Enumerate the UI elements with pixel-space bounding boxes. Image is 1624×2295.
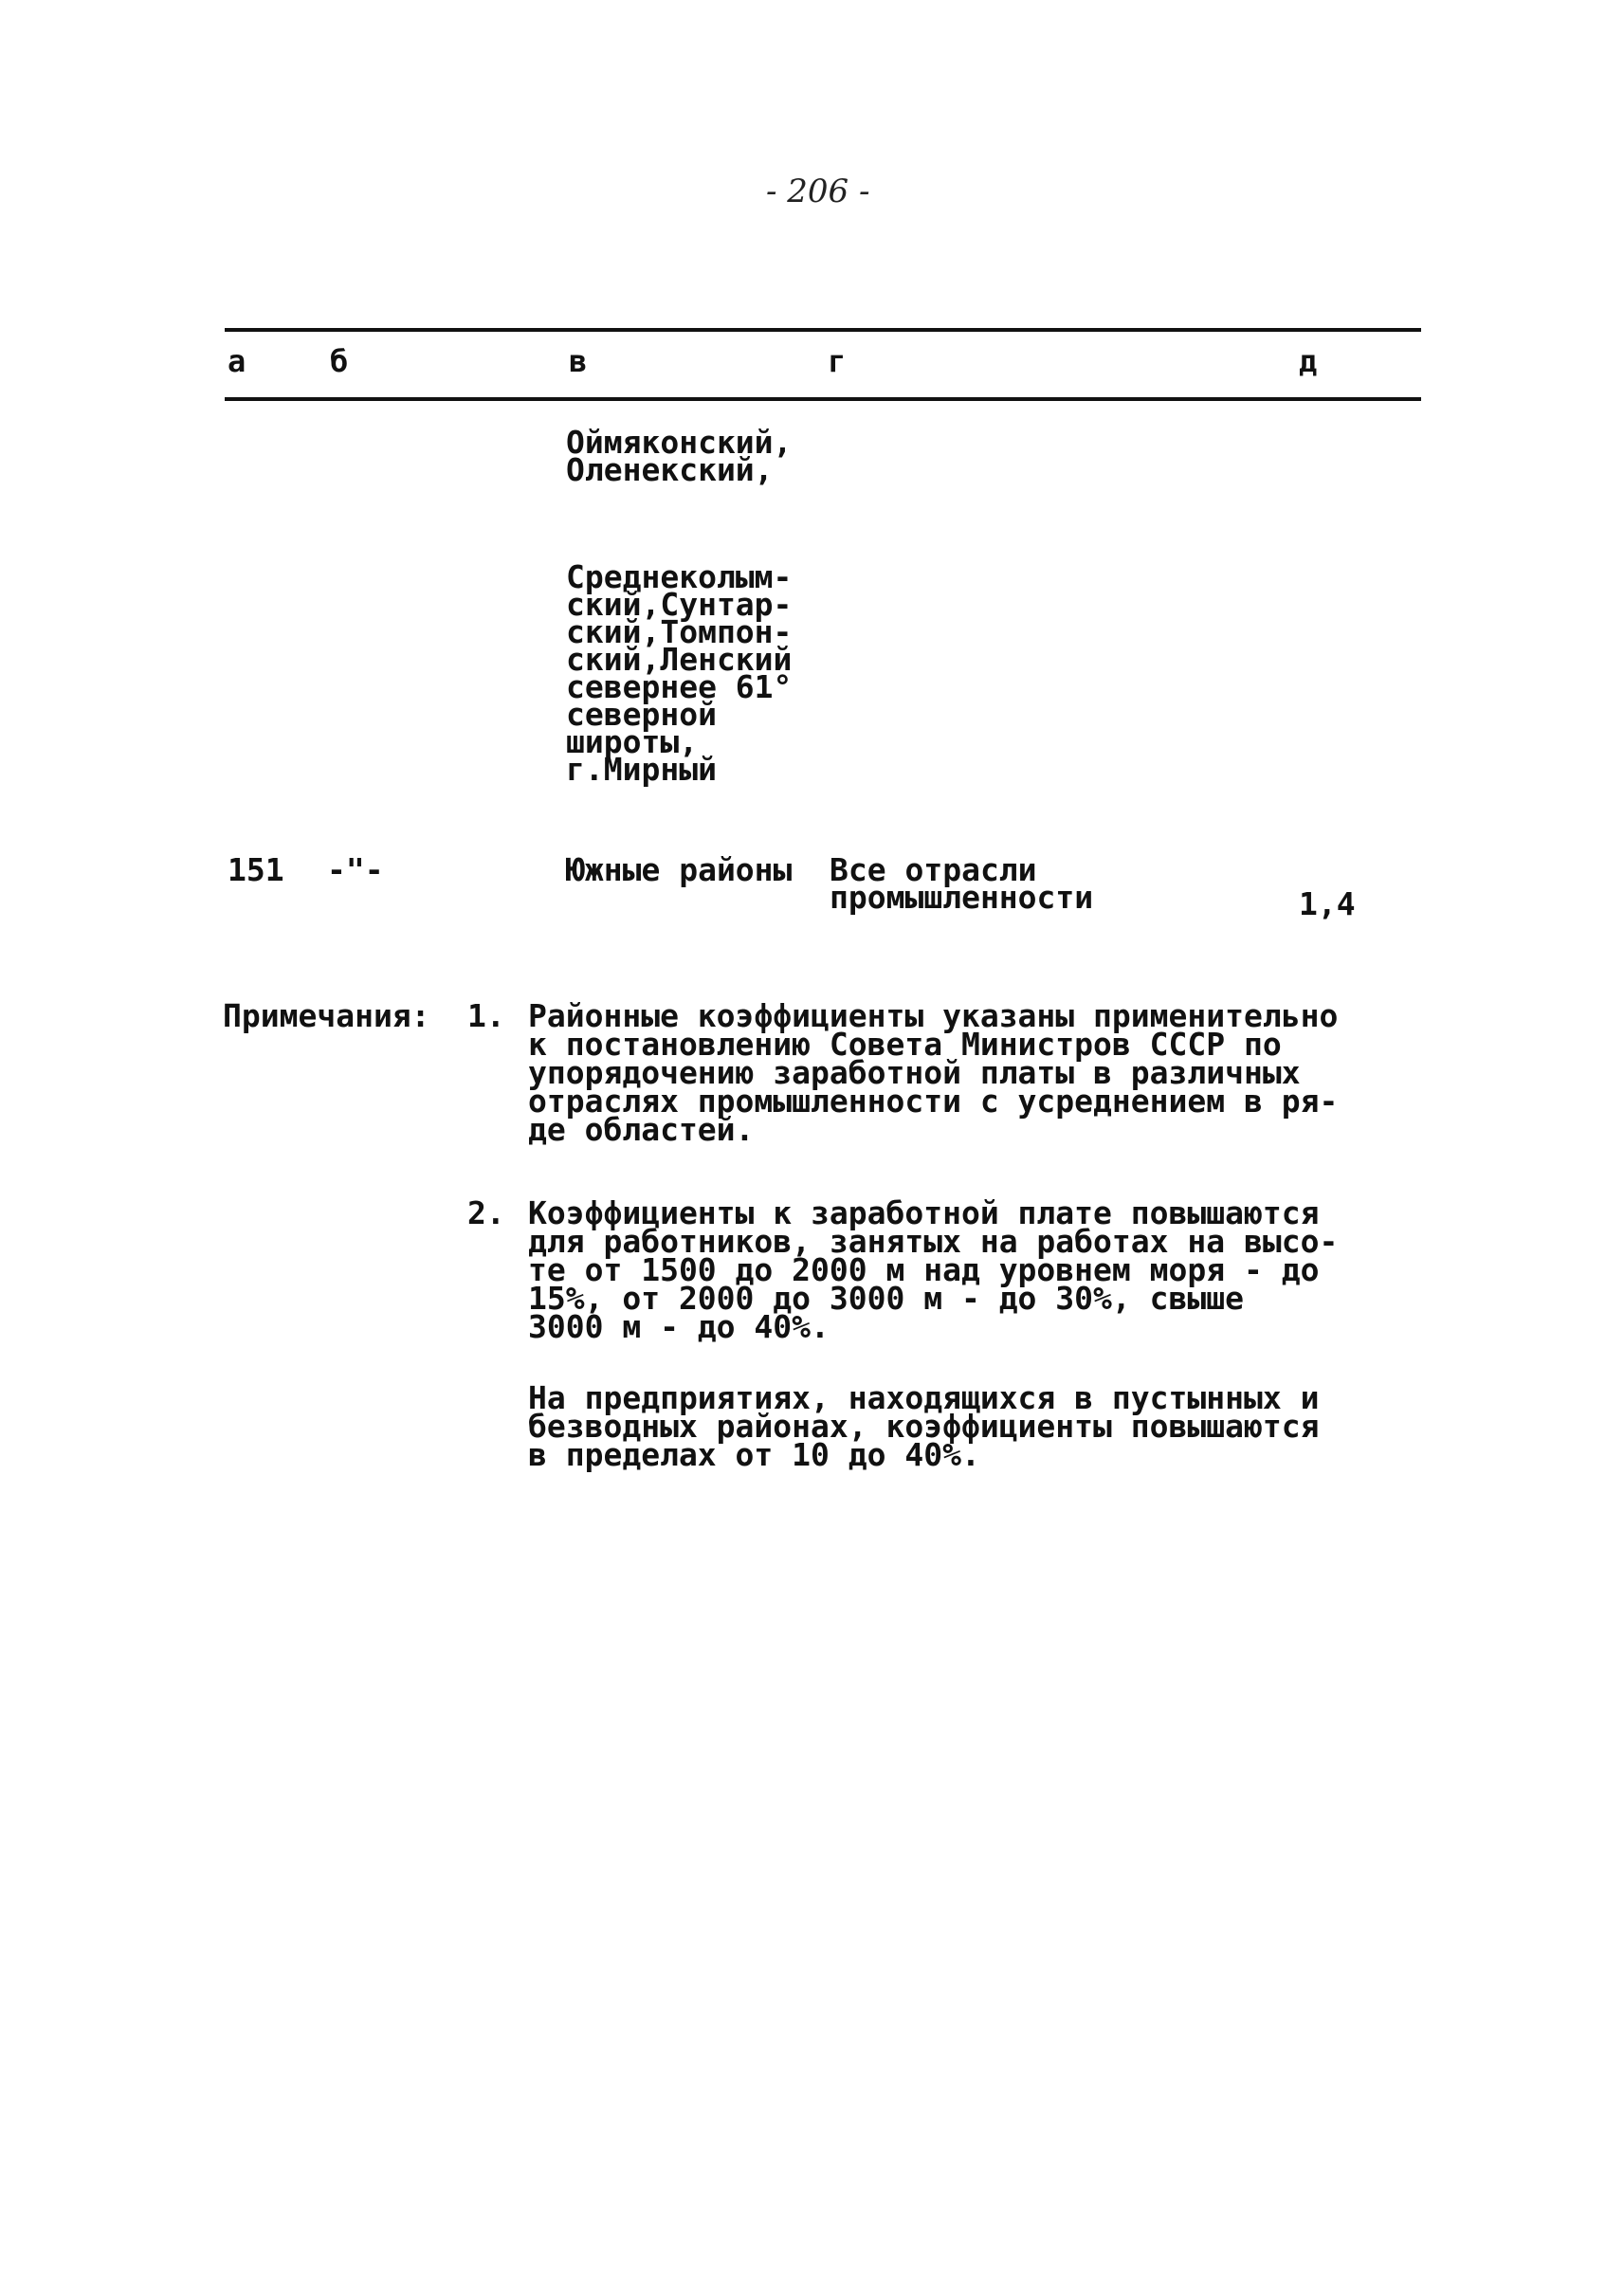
note-number: 2. <box>467 1194 505 1231</box>
table-cell-ditto: -"- <box>327 851 384 888</box>
column-header-a: а <box>228 343 246 379</box>
column-header-d: д <box>1299 343 1318 379</box>
table-cell-district: Среднеколым- ский,Сунтар- ский,Томпон- ский,Ленский севернее 61° северной ширoты, г.Мирный <box>566 558 793 788</box>
column-header-g: г <box>828 343 847 379</box>
table-cell-coefficient: 1,4 <box>1299 885 1356 922</box>
column-header-b: б <box>330 343 349 379</box>
table-cell-number: 151 <box>228 851 284 888</box>
table-cell-district: Оймяконский, Оленекский, <box>566 424 793 488</box>
note-text: Коэффициенты к заработной плате повышаются для работников, занятых на работах на высо- те от 1500 до 2000 м над уровнем моря - до 15%, от 2000 до 3000 м - до 30%, свыше 3000 м - до 40%. <box>528 1194 1339 1345</box>
column-header-v: в <box>569 343 588 379</box>
page-number: - 206 - <box>766 173 870 210</box>
notes-label: Примечания: <box>223 997 430 1034</box>
note-text: Районные коэффициенты указаны применительно к постановлению Совета Министров СССР по упорядочению заработной платы в различных отраслях промышленности с усреднением в ря- де областей. <box>528 997 1339 1148</box>
note-number: 1. <box>467 997 505 1034</box>
table-cell-industry: Все отрасли промышленности <box>830 851 1094 916</box>
table-top-rule <box>225 328 1421 332</box>
table-header-rule <box>225 397 1421 401</box>
note-extra-text: На предприятиях, находящихся в пустынных и безводных районах, коэффициенты повышаются в пределах от 10 до 40%. <box>528 1379 1320 1473</box>
table-cell-district: Южные районы <box>566 851 793 888</box>
